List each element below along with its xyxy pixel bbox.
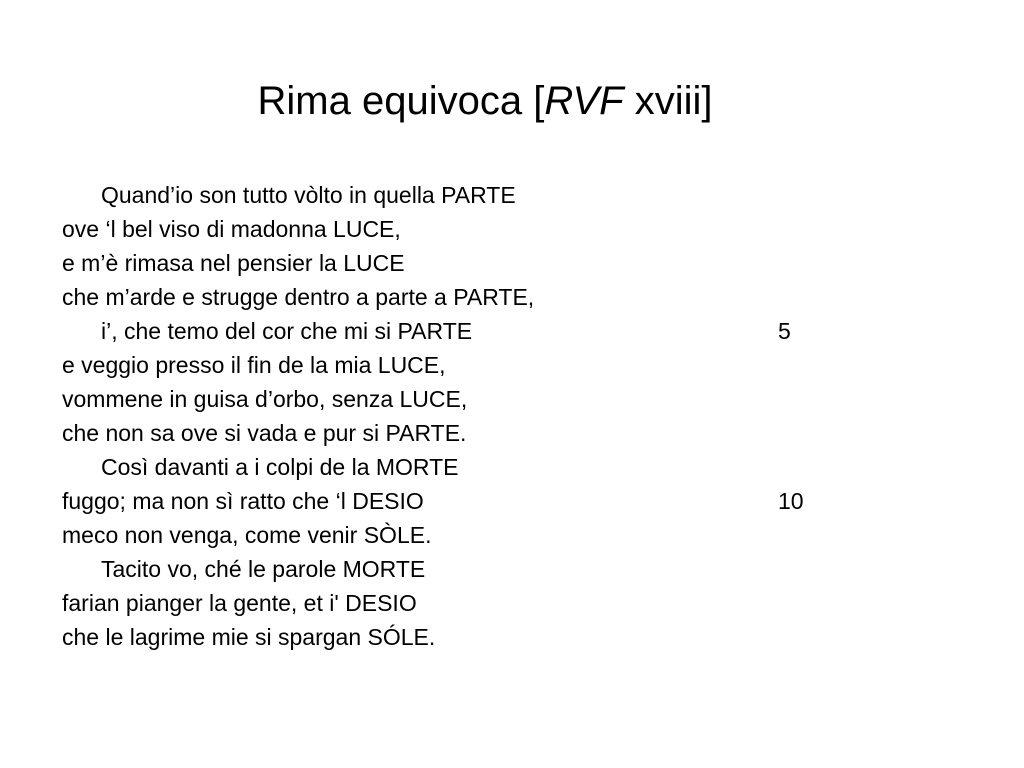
verse-text: Così davanti a i colpi de la MORTE [101,454,459,480]
verse-line [62,280,962,314]
line-number: 5 [778,318,791,344]
poem-text [62,178,962,654]
verse-text: che m’arde e strugge dentro a parte a PARTE, [62,284,535,310]
slide-title [0,76,970,126]
verse-line [62,314,962,348]
verse-text: meco non venga, come venir SÒLE. [62,522,432,548]
verse-text: Tacito vo, ché le parole MORTE [101,556,426,582]
verse-line [62,348,962,382]
verse-line [62,178,962,212]
verse-text: e veggio presso il fin de la mia LUCE, [62,352,446,378]
verse-line [62,212,962,246]
verse-text: ove ‘l bel viso di madonna LUCE, [62,216,401,242]
verse-line [62,484,962,518]
verse-line [62,620,962,654]
title-suffix: xviii] [623,79,713,123]
verse-text: che non sa ove si vada e pur si PARTE. [62,420,467,446]
verse-line [62,518,962,552]
verse-text: Quand’io son tutto vòlto in quella PARTE [101,182,516,208]
verse-line [62,450,962,484]
verse-line [62,552,962,586]
title-italic: RVF [544,79,624,123]
verse-text: fuggo; ma non sì ratto che ‘l DESIO [62,488,424,514]
verse-line [62,586,962,620]
verse-line [62,416,962,450]
line-number: 10 [778,488,804,514]
verse-text: e m’è rimasa nel pensier la LUCE [62,250,405,276]
title-prefix: Rima equivoca [ [257,79,545,123]
verse-text: che le lagrime mie si spargan SÓLE. [62,624,436,650]
verse-text: farian pianger la gente, et i' DESIO [62,590,417,616]
verse-text: i’, che temo del cor che mi si PARTE [101,318,473,344]
verse-text: vommene in guisa d’orbo, senza LUCE, [62,386,468,412]
verse-line [62,246,962,280]
verse-line [62,382,962,416]
